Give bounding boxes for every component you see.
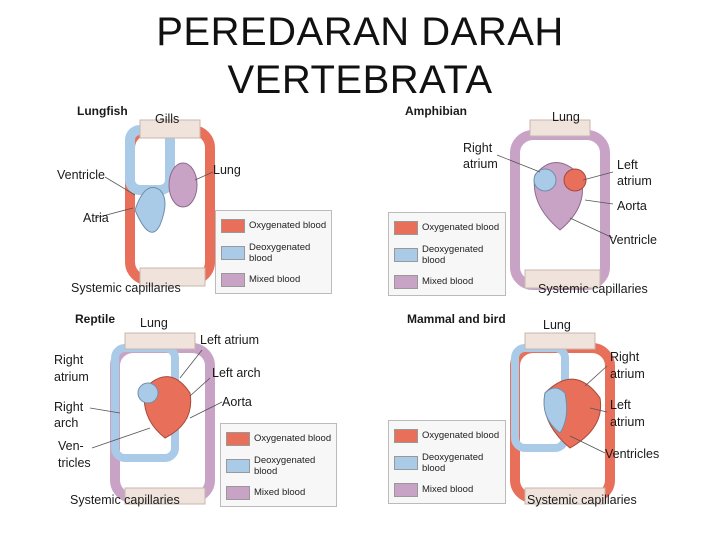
- lungfish-atria-label: Atria: [83, 211, 109, 225]
- legend-deoxygenated: [220, 452, 332, 479]
- legend-deoxygenated-text: Deoxygenated blood: [249, 241, 311, 264]
- reptile-right-atrium-label-2: atrium: [54, 370, 89, 384]
- legend-mixed-text: Mixed blood: [249, 274, 301, 285]
- legend-deoxygenated-text: Deoxygenated blood: [422, 451, 484, 474]
- oxygenated-swatch: [226, 432, 250, 446]
- reptile-right-arch-label-1: Right: [54, 400, 84, 414]
- oxygenated-swatch: [394, 221, 418, 235]
- mammal-left-atrium-label-1: Left: [610, 398, 631, 412]
- reptile-ventricles-pointer: [92, 428, 150, 448]
- lungfish-lung-label: Lung: [213, 163, 241, 177]
- amphibian-left-atrium: [564, 169, 586, 191]
- legend-oxygenated: [220, 425, 332, 452]
- deoxygenated-swatch: [394, 456, 418, 470]
- reptile-right-arch-label-2: arch: [54, 416, 79, 430]
- legend-oxygenated-text: Oxygenated blood: [254, 433, 332, 444]
- legend-oxygenated: [215, 212, 327, 239]
- mammal-legend: [388, 422, 500, 503]
- reptile-title: Reptile: [75, 312, 116, 326]
- reptile-left-atrium-label: Left atrium: [200, 333, 260, 347]
- lungfish-ventricle-label: Ventricle: [57, 168, 105, 182]
- legend-oxygenated: [388, 422, 500, 449]
- legend-oxygenated: [388, 214, 500, 241]
- amphibian-left-atrium-label-2: atrium: [617, 174, 652, 188]
- reptile-ventricles-label-1: Ven-: [58, 439, 84, 453]
- amphibian-title: Amphibian: [405, 104, 467, 118]
- legend-deoxygenated: [215, 239, 327, 266]
- legend-deoxygenated: [388, 449, 500, 476]
- reptile-legend: [220, 425, 332, 506]
- legend-mixed: [388, 476, 500, 503]
- legend-deoxygenated: [388, 241, 500, 268]
- legend-mixed: [220, 479, 332, 506]
- reptile-ventricles-label-2: tricles: [58, 456, 91, 470]
- lungfish-title: Lungfish: [77, 104, 128, 118]
- reptile-aorta-label: Aorta: [222, 395, 252, 409]
- reptile-right-atrium-label-1: Right: [54, 353, 84, 367]
- amphibian-aorta-label: Aorta: [617, 199, 647, 213]
- reptile-panel: [50, 308, 350, 508]
- legend-deoxygenated-text: Deoxygenated blood: [422, 243, 484, 266]
- amphibian-left-atrium-label-1: Left: [617, 158, 638, 172]
- legend-mixed-text: Mixed blood: [422, 484, 474, 495]
- deoxygenated-swatch: [226, 459, 250, 473]
- deoxygenated-swatch: [394, 248, 418, 262]
- legend-mixed-text: Mixed blood: [422, 276, 474, 287]
- mixed-swatch: [394, 275, 418, 289]
- legend-deoxygenated-text: Deoxygenated blood: [254, 454, 316, 477]
- amphibian-panel: [385, 100, 685, 300]
- mammal-capillaries-label: Systemic capillaries: [527, 493, 637, 507]
- reptile-left-arch-label: Left arch: [212, 366, 261, 380]
- amphibian-right-atrium-label-2: atrium: [463, 157, 498, 171]
- lungfish-legend: [215, 212, 327, 293]
- mammal-bird-panel: [385, 308, 685, 508]
- amphibian-legend: [388, 214, 500, 295]
- legend-mixed-text: Mixed blood: [254, 487, 306, 498]
- page-title-line-1: PEREDARAN DARAH: [156, 10, 564, 54]
- legend-mixed: [215, 266, 327, 293]
- lungfish-lung: [169, 163, 197, 207]
- reptile-left-atrium-pointer: [180, 350, 202, 378]
- mammal-right-atrium-pointer: [585, 366, 607, 386]
- legend-oxygenated-text: Oxygenated blood: [422, 430, 500, 441]
- mammal-ventricles-label: Ventricles: [605, 447, 660, 461]
- legend-mixed: [388, 268, 500, 295]
- amphibian-ventricle-label: Ventricle: [609, 233, 657, 247]
- amphibian-right-atrium: [534, 169, 556, 191]
- reptile-capillaries-label: Systemic capillaries: [70, 493, 180, 507]
- mixed-swatch: [221, 273, 245, 287]
- oxygenated-swatch: [221, 219, 245, 233]
- mammal-left-atrium-label-2: atrium: [610, 415, 645, 429]
- lungfish-gills-label: Gills: [155, 112, 180, 126]
- amphibian-right-atrium-label-1: Right: [463, 141, 493, 155]
- lungfish-panel: [55, 100, 355, 300]
- reptile-lung-label: Lung: [140, 316, 168, 330]
- mammal-lung-label: Lung: [543, 318, 571, 332]
- mammal-right-heart: [544, 388, 567, 433]
- mammal-lung: [525, 333, 595, 349]
- mixed-swatch: [226, 486, 250, 500]
- reptile-lung: [125, 333, 195, 349]
- amphibian-capillaries-label: Systemic capillaries: [538, 282, 648, 296]
- legend-oxygenated-text: Oxygenated blood: [249, 220, 327, 231]
- amphibian-lung-label: Lung: [552, 110, 580, 124]
- legend-oxygenated-text: Oxygenated blood: [422, 222, 500, 233]
- mammal-right-atrium-label-2: atrium: [610, 367, 645, 381]
- page-title-line-2: VERTEBRATA: [227, 58, 493, 102]
- mammal-bird-title: Mammal and bird: [407, 312, 506, 326]
- lungfish-capillaries-label: Systemic capillaries: [71, 281, 181, 295]
- reptile-right-atrium: [138, 383, 158, 403]
- deoxygenated-swatch: [221, 246, 245, 260]
- mammal-right-atrium-label-1: Right: [610, 350, 640, 364]
- oxygenated-swatch: [394, 429, 418, 443]
- mixed-swatch: [394, 483, 418, 497]
